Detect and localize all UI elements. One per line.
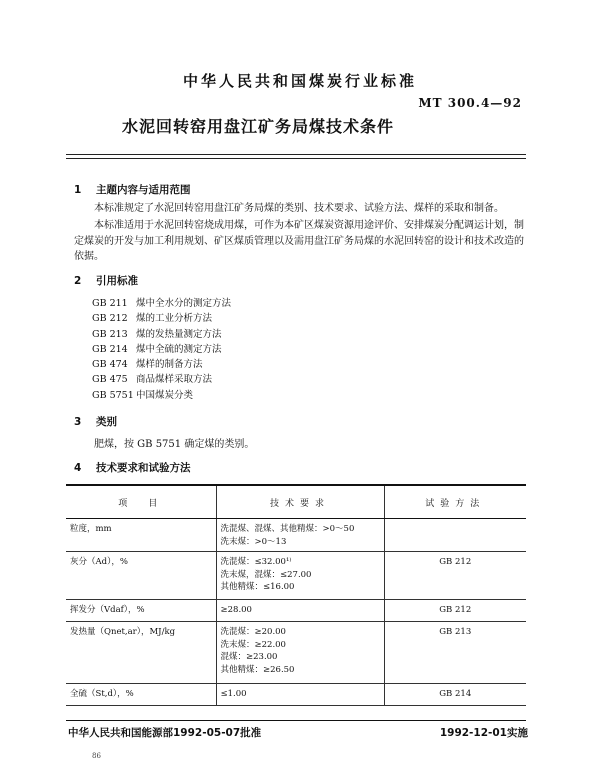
reference-item [92, 372, 231, 387]
reference-item [92, 327, 231, 342]
section-1-heading [74, 182, 191, 197]
header-item: 项 目 [66, 485, 216, 519]
requirement-line: 洗混煤：≥20.00 [220, 627, 286, 638]
table-row [66, 622, 526, 684]
reference-name: 煤样的制备方法 [136, 359, 203, 371]
issuer-title: 中华人民共和国煤炭行业标准 [182, 72, 417, 90]
section-1-paragraph-1: 本标准规定了水泥回转窑用盘江矿务局煤的类别、技术要求、试验方法、煤样的采取和制备。 [94, 203, 504, 214]
reference-code: GB 474 [92, 359, 128, 371]
row-requirements [216, 519, 384, 552]
reference-code: GB 214 [92, 343, 128, 355]
section-2-number: 2 [74, 275, 82, 287]
reference-name: 煤中全硫的测定方法 [136, 343, 222, 355]
requirement-line: 其他精煤：≥26.50 [220, 664, 295, 675]
section-1-paragraph-2: 本标准适用于水泥回转窑烧成用煤，可作为本矿区煤炭资源用途评价、安排煤炭分配调运计划，制定煤炭的开发与加工利用规划、矿区煤质管理以及需用盘江矿务局煤的水泥回转窑的设计和技术改造的依据。 [74, 220, 524, 262]
table-row [66, 684, 526, 706]
row-method: GB 213 [384, 622, 526, 684]
row-item: 粒度，mm [66, 519, 216, 552]
requirement-line: 混煤：≥23.00 [220, 652, 278, 663]
reference-name: 商品煤样采取方法 [136, 374, 213, 386]
reference-code: GB 213 [92, 328, 128, 340]
requirement-line: 洗末煤，混煤：≤27.00 [220, 569, 312, 580]
reference-item [92, 296, 231, 311]
technical-requirements-table [66, 484, 526, 706]
section-4-number: 4 [74, 462, 82, 474]
approval-statement: 中华人民共和国能源部1992-05-07批准 [68, 727, 262, 739]
row-requirements [216, 600, 384, 622]
section-2-title: 引用标准 [96, 275, 138, 287]
row-requirements [216, 684, 384, 706]
table-row [66, 600, 526, 622]
reference-item [92, 311, 231, 326]
document-title: 水泥回转窑用盘江矿务局煤技术条件 [122, 117, 395, 136]
footer-divider [66, 720, 526, 721]
effective-date: 1992-12-01实施 [439, 727, 528, 739]
table-row [66, 519, 526, 552]
requirement-line: 洗末煤：≥22.00 [220, 639, 286, 650]
section-1-number: 1 [74, 184, 82, 196]
reference-name: 煤的发热量测定方法 [136, 328, 222, 340]
row-requirements [216, 552, 384, 600]
reference-code: GB 475 [92, 374, 128, 386]
row-method: GB 212 [384, 600, 526, 622]
reference-name: 煤的工业分析方法 [136, 313, 213, 325]
reference-list [92, 296, 231, 403]
requirement-line: 洗末煤：>0～13 [220, 536, 287, 547]
section-4-heading [74, 460, 191, 475]
standard-code: MT 300.4—92 [418, 96, 522, 110]
section-4-title: 技术要求和试验方法 [96, 462, 191, 474]
requirement-line: 洗混煤、混煤、其他精煤：>0～50 [220, 524, 355, 534]
reference-item [92, 388, 231, 403]
reference-name: 煤中全水分的测定方法 [136, 298, 232, 309]
row-item: 全硫（St,d），% [66, 684, 216, 706]
section-3-paragraph: 肥煤，按 GB 5751 确定煤的类别。 [94, 439, 255, 450]
section-2-heading [74, 273, 138, 288]
requirement-line: 洗混煤：≤32.00¹⁾ [220, 557, 292, 568]
section-3-title: 类别 [96, 416, 117, 428]
table-row [66, 552, 526, 600]
row-item: 发热量（Qnet,ar），MJ/kg [66, 622, 216, 684]
requirement-line: 其他精煤：≤16.00 [220, 582, 295, 593]
reference-code: GB 5751 [92, 389, 134, 401]
header-requirement: 技术要求 [216, 485, 384, 519]
section-3-number: 3 [74, 416, 82, 428]
row-item: 灰分（Ad），% [66, 552, 216, 600]
section-1-title: 主题内容与适用范围 [96, 184, 191, 196]
reference-code: GB 212 [92, 313, 128, 325]
header-test-method: 试验方法 [384, 485, 526, 519]
reference-code: GB 211 [92, 298, 128, 309]
row-method: GB 212 [384, 552, 526, 600]
reference-item [92, 357, 231, 372]
section-3-heading [74, 414, 117, 429]
row-requirements [216, 622, 384, 684]
requirement-line: ≥28.00 [220, 605, 252, 616]
table-header-row [66, 485, 526, 519]
requirement-line: ≤1.00 [220, 689, 247, 700]
row-method [384, 519, 526, 552]
title-divider [66, 154, 526, 159]
row-item: 挥发分（Vdaf），% [66, 600, 216, 622]
reference-item [92, 342, 231, 357]
reference-name: 中国煤炭分类 [136, 389, 194, 401]
page-number: 86 [92, 752, 101, 760]
row-method: GB 214 [384, 684, 526, 706]
